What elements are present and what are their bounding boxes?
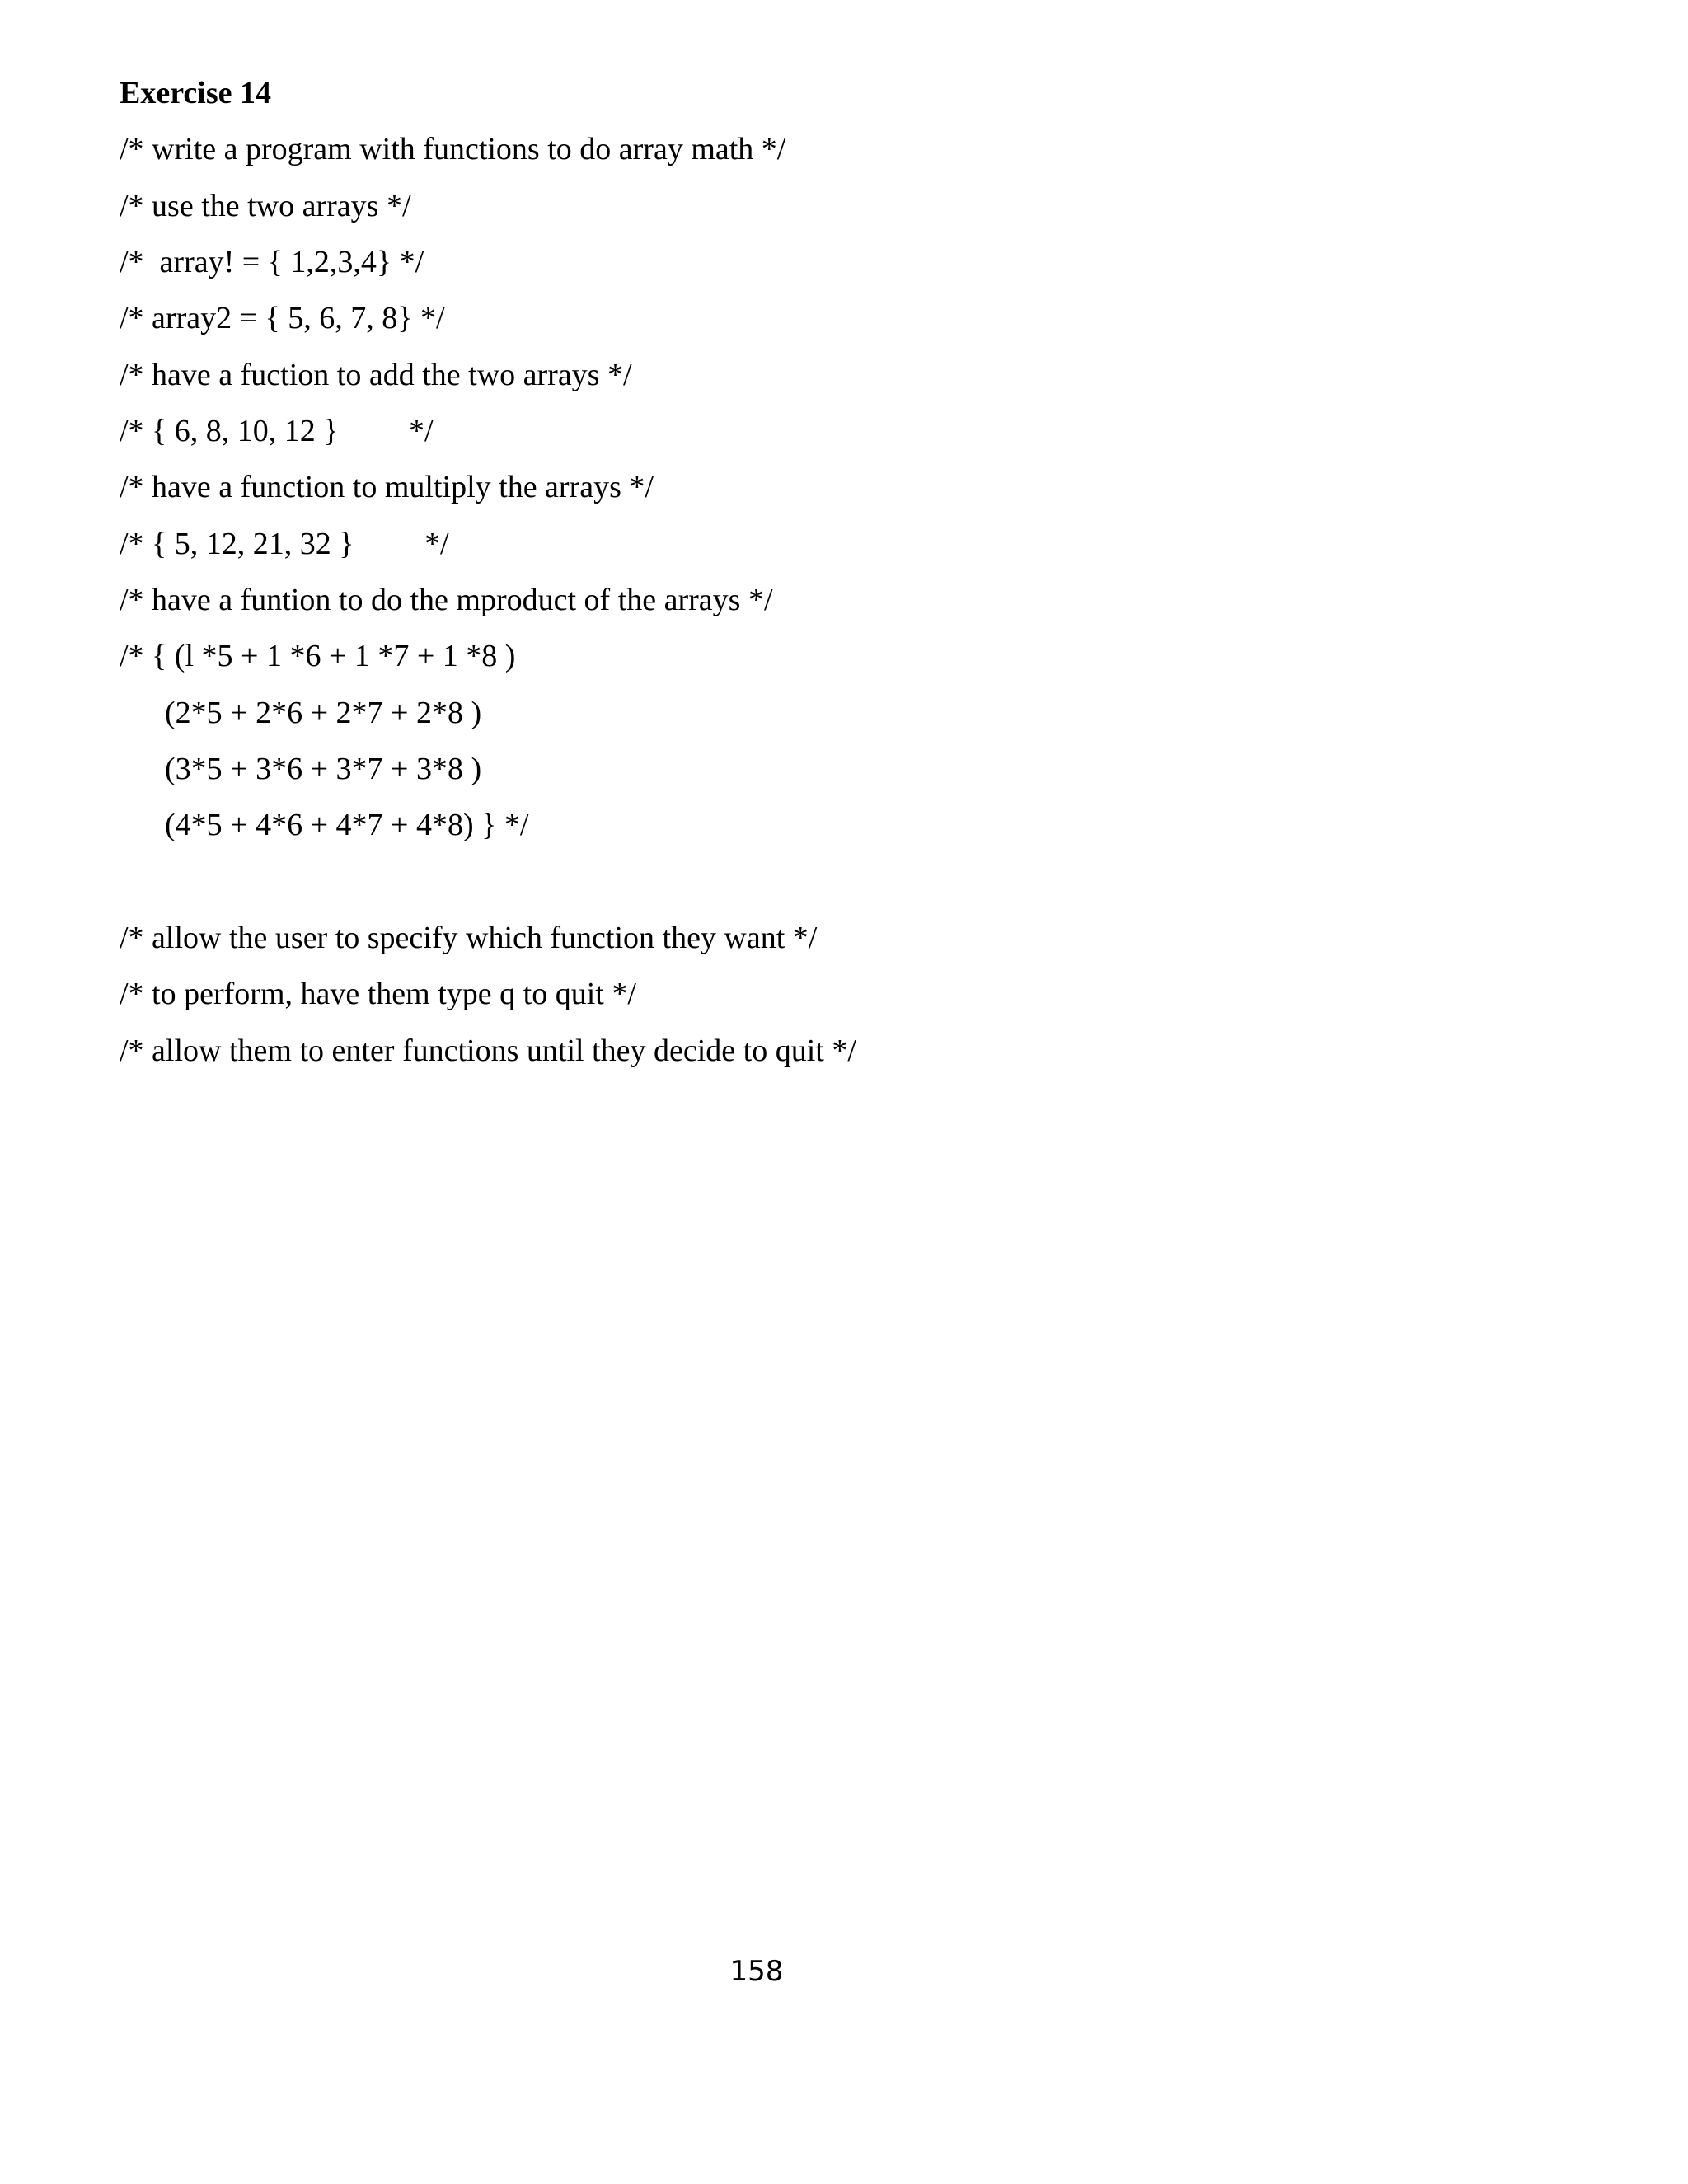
comment-line: /* to perform, have them type q to quit */: [120, 977, 636, 1011]
comment-line: /* allow them to enter functions until they decide to quit */: [120, 1033, 856, 1068]
page-number: 158: [729, 1955, 784, 1988]
product-row: (3*5 + 3*6 + 3*7 + 3*8 ): [165, 752, 482, 786]
comment-line: /* have a function to multiply the arrays */: [120, 470, 654, 504]
comment-line: /* { 6, 8, 10, 12 } */: [120, 414, 434, 448]
comment-line: /* { 5, 12, 21, 32 } */: [120, 527, 449, 561]
comment-line: /* array2 = { 5, 6, 7, 8} */: [120, 301, 445, 335]
exercise-title: Exercise 14: [120, 76, 271, 110]
comment-line: /* allow the user to specify which function they want */: [120, 921, 818, 955]
comment-line: /* array! = { 1,2,3,4} */: [120, 245, 424, 279]
product-row: (4*5 + 4*6 + 4*7 + 4*8) } */: [165, 808, 529, 842]
comment-line: /* use the two arrays */: [120, 189, 411, 223]
comment-line: /* have a funtion to do the mproduct of the arrays */: [120, 583, 773, 617]
comment-line: /* { (l *5 + 1 *6 + 1 *7 + 1 *8 ): [120, 639, 516, 673]
comment-line: /* have a fuction to add the two arrays */: [120, 358, 632, 392]
comment-line: /* write a program with functions to do array math */: [120, 132, 786, 166]
product-row: (2*5 + 2*6 + 2*7 + 2*8 ): [165, 696, 482, 730]
